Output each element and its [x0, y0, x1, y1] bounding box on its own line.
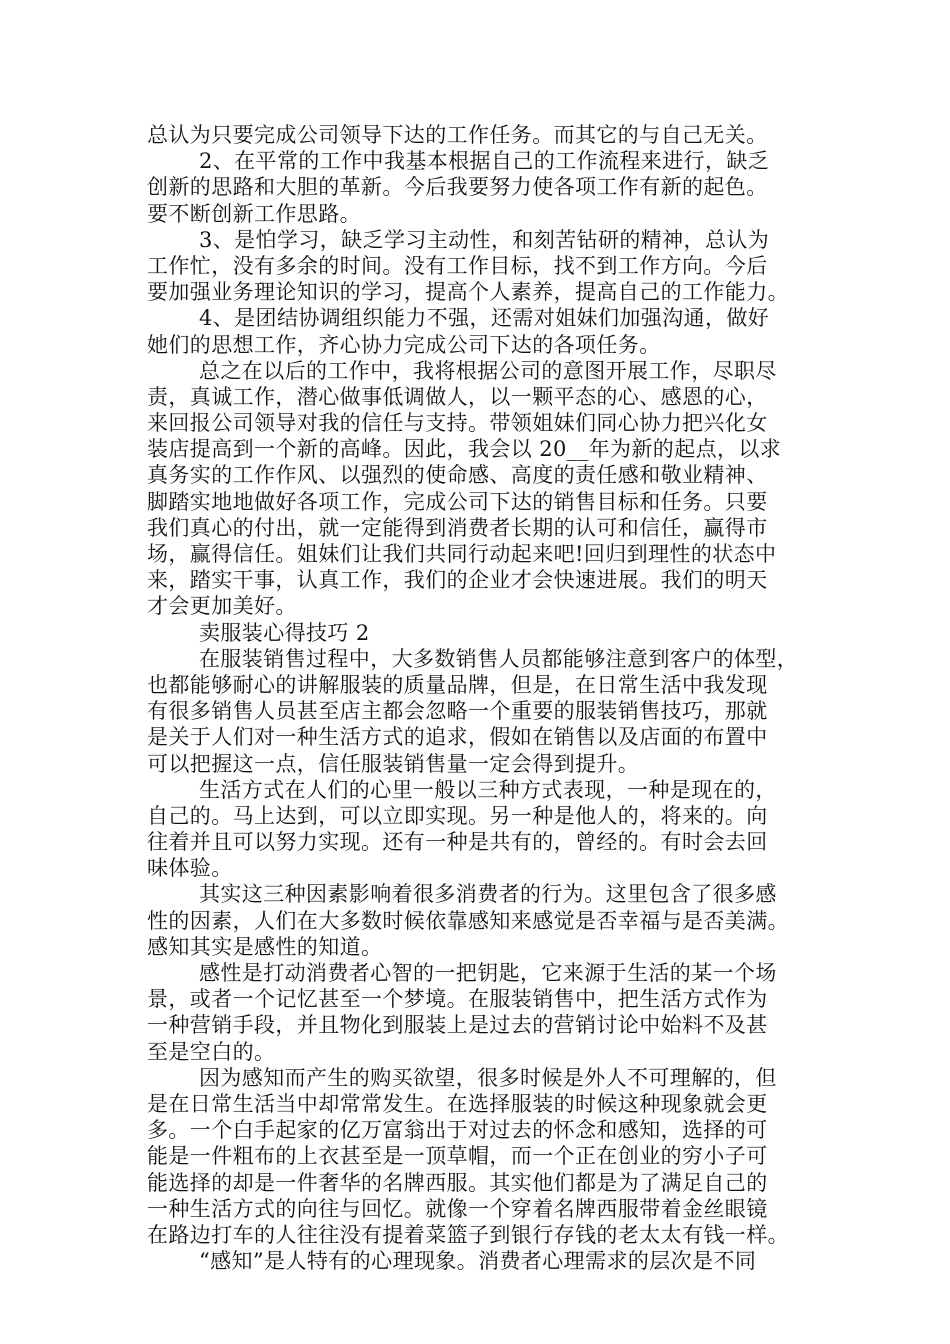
text-line: “感知”是人特有的心理现象。消费者心理需求的层次是不同: [199, 1249, 757, 1274]
text-line: 一种营销手段，并且物化到服装上是过去的营销讨论中始料不及甚: [147, 1013, 768, 1038]
text-line: 创新的思路和大胆的革新。今后我要努力使各项工作有新的起色。: [147, 175, 768, 200]
text-line: 2、在平常的工作中我基本根据自己的工作流程来进行，缺乏: [199, 149, 770, 174]
text-line: 要不断创新工作思路。: [147, 201, 361, 226]
text-line: 也都能够耐心的讲解服装的质量品牌，但是，在日常生活中我发现: [147, 672, 768, 697]
text-line: 才会更加美好。: [147, 594, 297, 619]
text-line: 至是空白的。: [147, 1039, 276, 1064]
text-line: 能选择的却是一件奢华的名牌西服。其实他们都是为了满足自己的: [147, 1170, 768, 1195]
text-line: 来，踏实干事，认真工作，我们的企业才会快速进展。我们的明天: [147, 568, 768, 593]
text-line: 脚踏实地地做好各项工作，完成公司下达的销售目标和任务。只要: [147, 489, 768, 514]
text-line: 责，真诚工作，潜心做事低调做人，以一颗平态的心、感恩的心，: [147, 384, 768, 409]
text-line: 生活方式在人们的心里一般以三种方式表现，一种是现在的，: [199, 777, 777, 802]
text-line: 自己的。马上达到，可以立即实现。另一种是他人的，将来的。向: [147, 803, 768, 828]
text-line: 性的因素，人们在大多数时候依靠感知来感觉是否幸福与是否美满。: [147, 908, 789, 933]
text-line: 真务实的工作作风、以强烈的使命感、高度的责任感和敬业精神、: [147, 463, 768, 488]
text-line: 一种生活方式的向往与回忆。就像一个穿着名牌西服带着金丝眼镜: [147, 1196, 768, 1221]
text-line: 在路边打车的人往往没有提着菜篮子到银行存钱的老太太有钱一样。: [147, 1222, 789, 1247]
text-line: 有很多销售人员甚至店主都会忽略一个重要的服装销售技巧，那就: [147, 699, 768, 724]
text-line: 场，赢得信任。姐妹们让我们共同行动起来吧!回归到理性的状态中: [147, 542, 777, 566]
text-line: 装店提高到一个新的高峰。因此，我会以 20__年为新的起点，以求: [147, 437, 782, 462]
text-line: 因为感知而产生的购买欲望，很多时候是外人不可理解的，但: [199, 1065, 777, 1090]
text-line: 工作忙，没有多余的时间。没有工作目标，找不到工作方向。今后: [147, 253, 768, 278]
text-line: 景，或者一个记忆甚至一个梦境。在服装销售中，把生活方式作为: [147, 987, 768, 1012]
text-line: 感性是打动消费者心智的一把钥匙，它来源于生活的某一个场: [199, 961, 777, 985]
text-line: 总之在以后的工作中，我将根据公司的意图开展工作，尽职尽: [199, 358, 777, 383]
text-line: 是关于人们对一种生活方式的追求，假如在销售以及店面的布置中: [147, 725, 768, 750]
text-line: 多。一个白手起家的亿万富翁出于对过去的怀念和感知，选择的可: [147, 1118, 768, 1143]
document-body: [147, 122, 819, 1274]
text-line: 味体验。: [147, 856, 233, 881]
text-line: 其实这三种因素影响着很多消费者的行为。这里包含了很多感: [199, 882, 777, 907]
text-line: 往着并且可以努力实现。还有一种是共有的，曾经的。有时会去回: [147, 830, 768, 855]
text-line: 要加强业务理论知识的学习，提高个人素养，提高自己的工作能力。: [147, 280, 789, 305]
text-line: 在服装销售过程中，大多数销售人员都能够注意到客户的体型，: [199, 646, 799, 671]
text-line: 可以把握这一点，信任服装销售量一定会得到提升。: [147, 751, 640, 776]
text-line: 来回报公司领导对我的信任与支持。带领姐妹们同心协力把兴化女: [147, 411, 768, 436]
text-line: 感知其实是感性的知道。: [147, 934, 383, 959]
text-line: 是在日常生活当中却常常发生。在选择服装的时候这种现象就会更: [147, 1091, 768, 1116]
text-line: 卖服装心得技巧 2: [199, 620, 370, 645]
text-line: 她们的思想工作，齐心协力完成公司下达的各项任务。: [147, 332, 661, 357]
text-line: 能是一件粗布的上衣甚至是一顶草帽，而一个正在创业的穷小子可: [147, 1144, 768, 1169]
text-line: 总认为只要完成公司领导下达的工作任务。而其它的与自己无关。: [147, 123, 768, 147]
text-line: 我们真心的付出，就一定能得到消费者长期的认可和信任，赢得市: [147, 515, 768, 540]
text-line: 3、是怕学习，缺乏学习主动性，和刻苦钻研的精神，总认为: [199, 227, 770, 252]
text-line: 4、是团结协调组织能力不强，还需对姐妹们加强沟通，做好: [199, 306, 770, 331]
